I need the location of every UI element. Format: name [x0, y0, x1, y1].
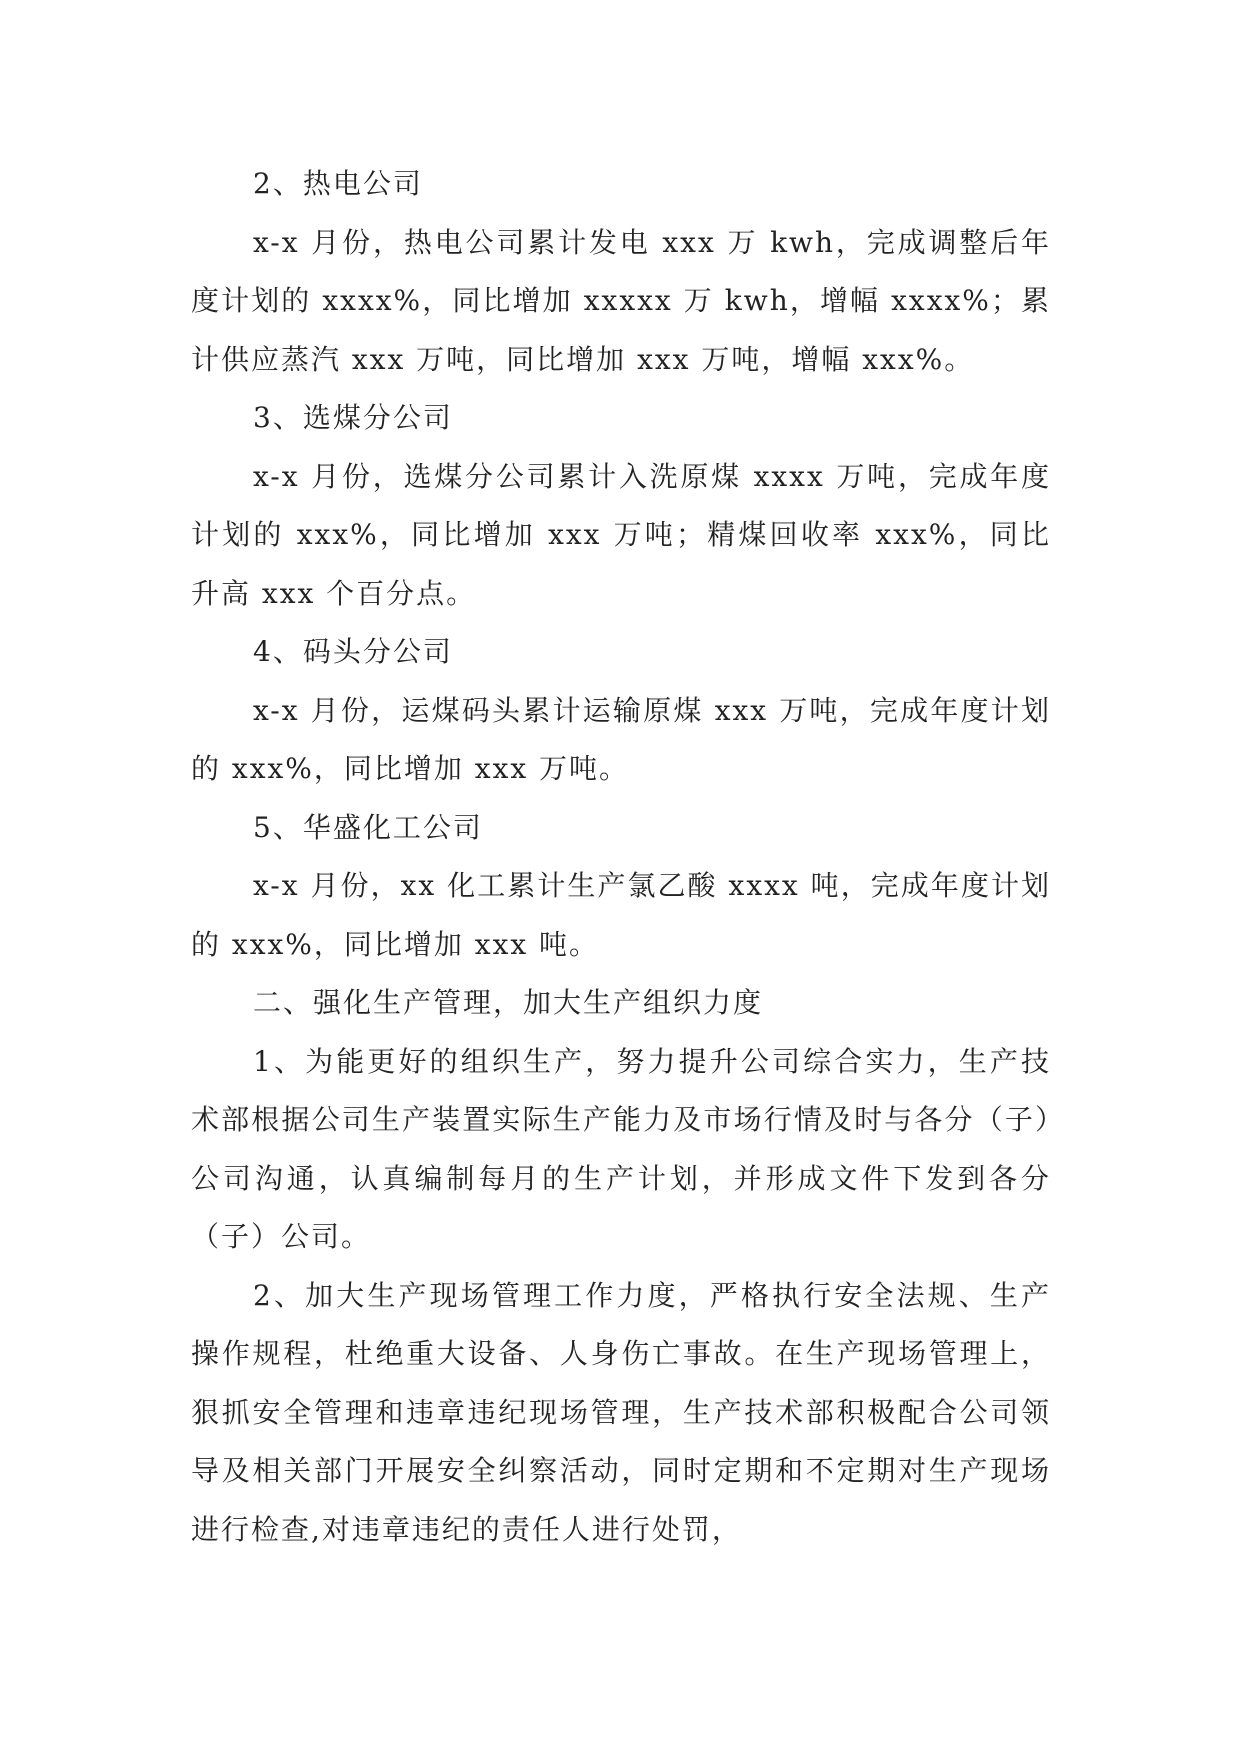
paragraph-site-management: 2、加大生产现场管理工作力度，严格执行安全法规、生产操作规程，杜绝重大设备、人身伤亡事故。在生产现场管理上，狠抓安全管理和违章违纪现场管理，生产技术部积极配合公司领导及相关部门开展安全纠察活动，同时定期和不定期对生产现场进行检查,对违章违纪的责任人进行处罚， [191, 1278, 1051, 1546]
section-heading-coal-washing: 3、选煤分公司 [253, 401, 453, 434]
section-heading-production-management: 二、强化生产管理，加大生产组织力度 [253, 986, 764, 1019]
paragraph-coal-washing: x-x 月份，选煤分公司累计入洗原煤 xxxx 万吨，完成年度计划的 xxx%，同比增加 xxx 万吨；精煤回收率 xxx%，同比升高 xxx 个百分点。 [191, 459, 1051, 610]
section-heading-wharf: 4、码头分公司 [253, 635, 453, 668]
section-heading-thermal-power: 2、热电公司 [253, 167, 423, 200]
document-body [191, 155, 1051, 1559]
paragraph-wharf: x-x 月份，运煤码头累计运输原煤 xxx 万吨，完成年度计划的 xxx%，同比增加 xxx 万吨。 [191, 693, 1051, 785]
section-heading-chemical: 5、华盛化工公司 [253, 810, 483, 844]
paragraph-chemical: x-x 月份，xx 化工累计生产氯乙酸 xxxx 吨，完成年度计划的 xxx%，同比增加 xxx 吨。 [191, 869, 1051, 961]
paragraph-thermal-power: x-x 月份，热电公司累计发电 xxx 万 kwh，完成调整后年度计划的 xxxx%，同比增加 xxxxx 万 kwh，增幅 xxxx%；累计供应蒸汽 xxx 万吨，同比增加 xxx 万吨，增幅 xxx%。 [191, 225, 1051, 376]
paragraph-production-planning: 1、为能更好的组织生产，努力提升公司综合实力，生产技术部根据公司生产装置实际生产能力及市场行情及时与各分（子）公司沟通，认真编制每月的生产计划，并形成文件下发到各分（子）公司。 [191, 1044, 1051, 1253]
